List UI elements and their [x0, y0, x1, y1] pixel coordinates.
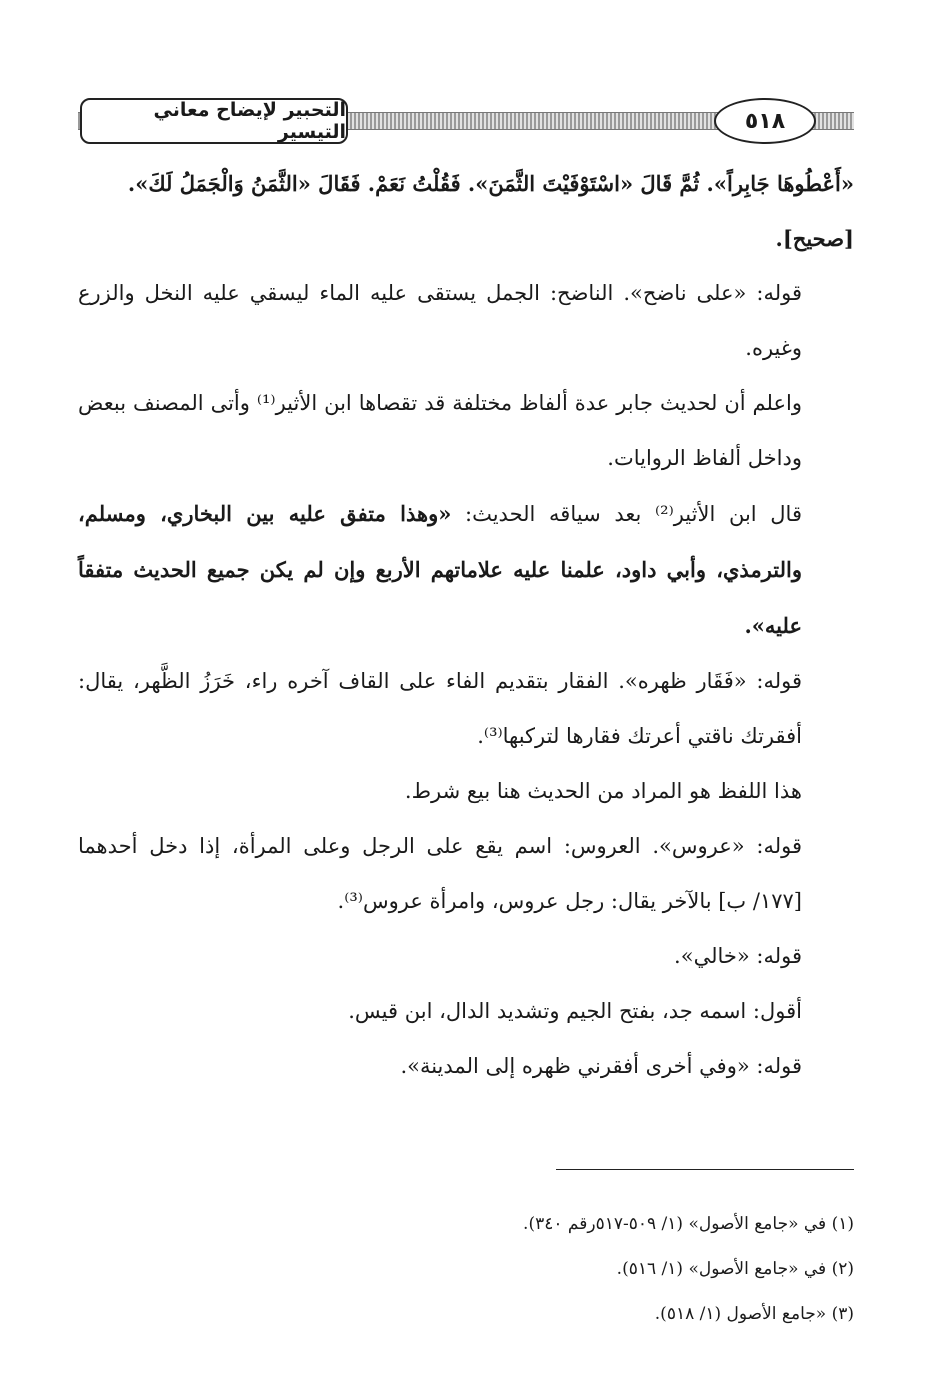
- main-text: [78, 156, 854, 1094]
- commentary-paragraph: قوله: «فَقَار ظهره». الفقار بتقديم الفاء على القاف آخره راء، خَرَزُ الظَّهر، يقال: أفقرتك ناقتي أعرتك فقارها لتركبها⁽³⁾.: [78, 669, 802, 748]
- commentary-paragraph: واعلم أن لحديث جابر عدة ألفاظ مختلفة قد تقصاها ابن الأثير⁽¹⁾ وأتى المصنف ببعض وداخل ألفاظ الروايات.: [78, 391, 802, 470]
- book-title: التحبير لإيضاح معاني التيسير: [80, 98, 348, 144]
- footnotes: [78, 1202, 854, 1337]
- footnote: (١) في «جامع الأصول» (١/ ٥٠٩-٥١٧رقم ٣٤٠).: [523, 1214, 854, 1234]
- commentary-paragraph: هذا اللفظ هو المراد من الحديث هنا بيع شرط.: [404, 779, 802, 803]
- quote-paragraph: [78, 486, 854, 654]
- commentary-paragraph: قوله: «عروس». العروس: اسم يقع على الرجل وعلى المرأة، إذا دخل أحدهما [١٧٧/ ب] بالآخر يقال: رجل عروس، وامرأة عروس⁽³⁾.: [78, 834, 802, 913]
- footnote: (٢) في «جامع الأصول» (١/ ٥١٦).: [616, 1259, 854, 1279]
- footnote: (٣) «جامع الأصول (١/ ٥١٨).: [654, 1304, 854, 1324]
- page-header: [78, 96, 854, 148]
- commentary-paragraph: قوله: «على ناضح». الناضح: الجمل يستقى عليه الماء ليسقي عليه النخل والزرع وغيره.: [78, 281, 802, 360]
- commentary-paragraph: قوله: «خالي».: [674, 944, 802, 968]
- quote-intro: قال ابن الأثير⁽²⁾ بعد سياقه الحديث:: [451, 502, 802, 526]
- footnote-separator: [556, 1169, 854, 1170]
- quote-text: «وهذا متفق عليه بين البخاري، ومسلم، والترمذي، وأبي داود، علمنا عليه علاماتهم الأربع وإن لم يكن جميع الحديث متفقاً عليه».: [78, 501, 802, 638]
- commentary-paragraph: أقول: اسمه جد، بفتح الجيم وتشديد الدال، ابن قيس.: [348, 999, 802, 1023]
- commentary-paragraph: قوله: «وفي أخرى أفقرني ظهره إلى المدينة».: [400, 1054, 802, 1078]
- hadith-text: «أَعْطُوهَا جَابِراً». ثُمَّ قَالَ «اسْتَوْفَيْتَ الثَّمَنَ». فَقُلْتُ نَعَمْ. فَقَالَ «الثَّمَنُ وَالْجَمَلُ لَكَ».: [127, 171, 854, 196]
- grading-label: [صحيح].: [775, 226, 854, 251]
- page-number: ٥١٨: [714, 98, 816, 144]
